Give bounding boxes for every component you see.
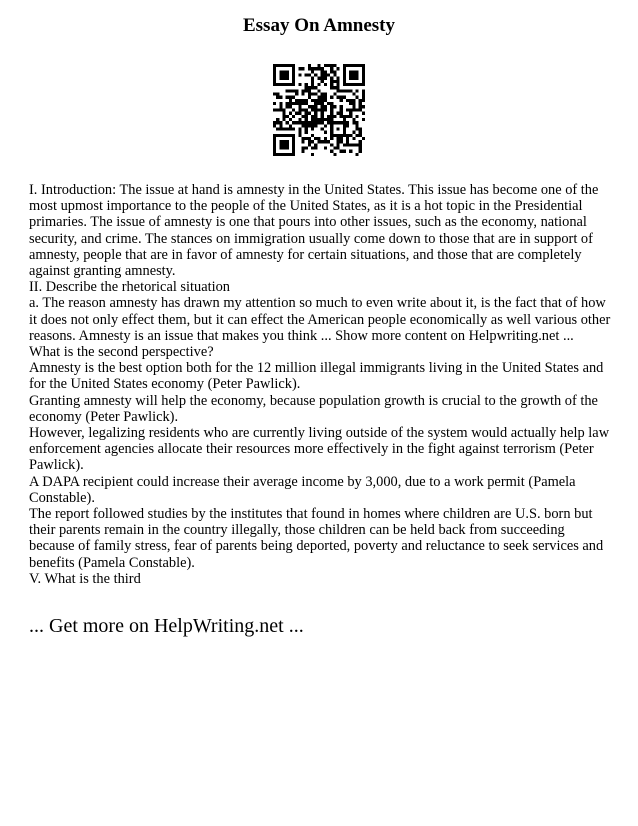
paragraph-third-perspective: V. What is the third [29,570,141,587]
paragraph-economy: Granting amnesty will help the economy, because population growth is crucial to the growth of the economy (Peter Pawlick). [29,392,598,425]
paragraph-report: The report followed studies by the institutes that found in homes where children are U.S. born but their parents remain in the country illegally, those children can be held back from succeeding because of family stress, fear of parents being deported, poverty and reluctance to seek services and benefits (Pamela Constable). [29,506,604,571]
page-title: Essay On Amnesty [242,15,396,36]
paragraph-second-perspective: What is the second perspective? [29,344,214,361]
get-more-link[interactable]: ... Get more on HelpWriting.net ... [29,615,304,637]
paragraph-reason: a. The reason amnesty has drawn my attention so much to even write about it, is the fact that of how it does not only effect them, but it can effect the American people economically as well various other reasons. Amnesty is an issue that makes you think ... Show more content on Helpwriting.net ... [29,295,611,344]
paragraph-best-option: Amnesty is the best option both for the 12 million illegal immigrants living in the United States and for the United States economy (Peter Pawlick). [29,360,604,393]
essay-body [29,182,613,587]
qr-code-icon [273,64,365,156]
paragraph-dapa: A DAPA recipient could increase their average income by 3,000, due to a work permit (Pamela Constable). [29,473,576,506]
paragraph-law-enforcement: However, legalizing residents who are currently living outside of the system would actually help law enforcement agencies allocate their resources more effectively in the fight against terrorism (Peter Pawlick). [29,425,610,474]
paragraph-heading-rhetorical-situation: II. Describe the rhetorical situation [29,279,230,296]
paragraph-introduction: I. Introduction: The issue at hand is amnesty in the United States. This issue has become one of the most upmost importance to the people of the United States, as it is a hot topic in the Presidential primaries. The issue of amnesty is one that pours into other issues, such as the economy, national security, and crime. The stances on immigration usually come down to those that are in support of amnesty, people that are in favor of amnesty for certain situations, and those that are completely against granting amnesty. [29,182,599,280]
